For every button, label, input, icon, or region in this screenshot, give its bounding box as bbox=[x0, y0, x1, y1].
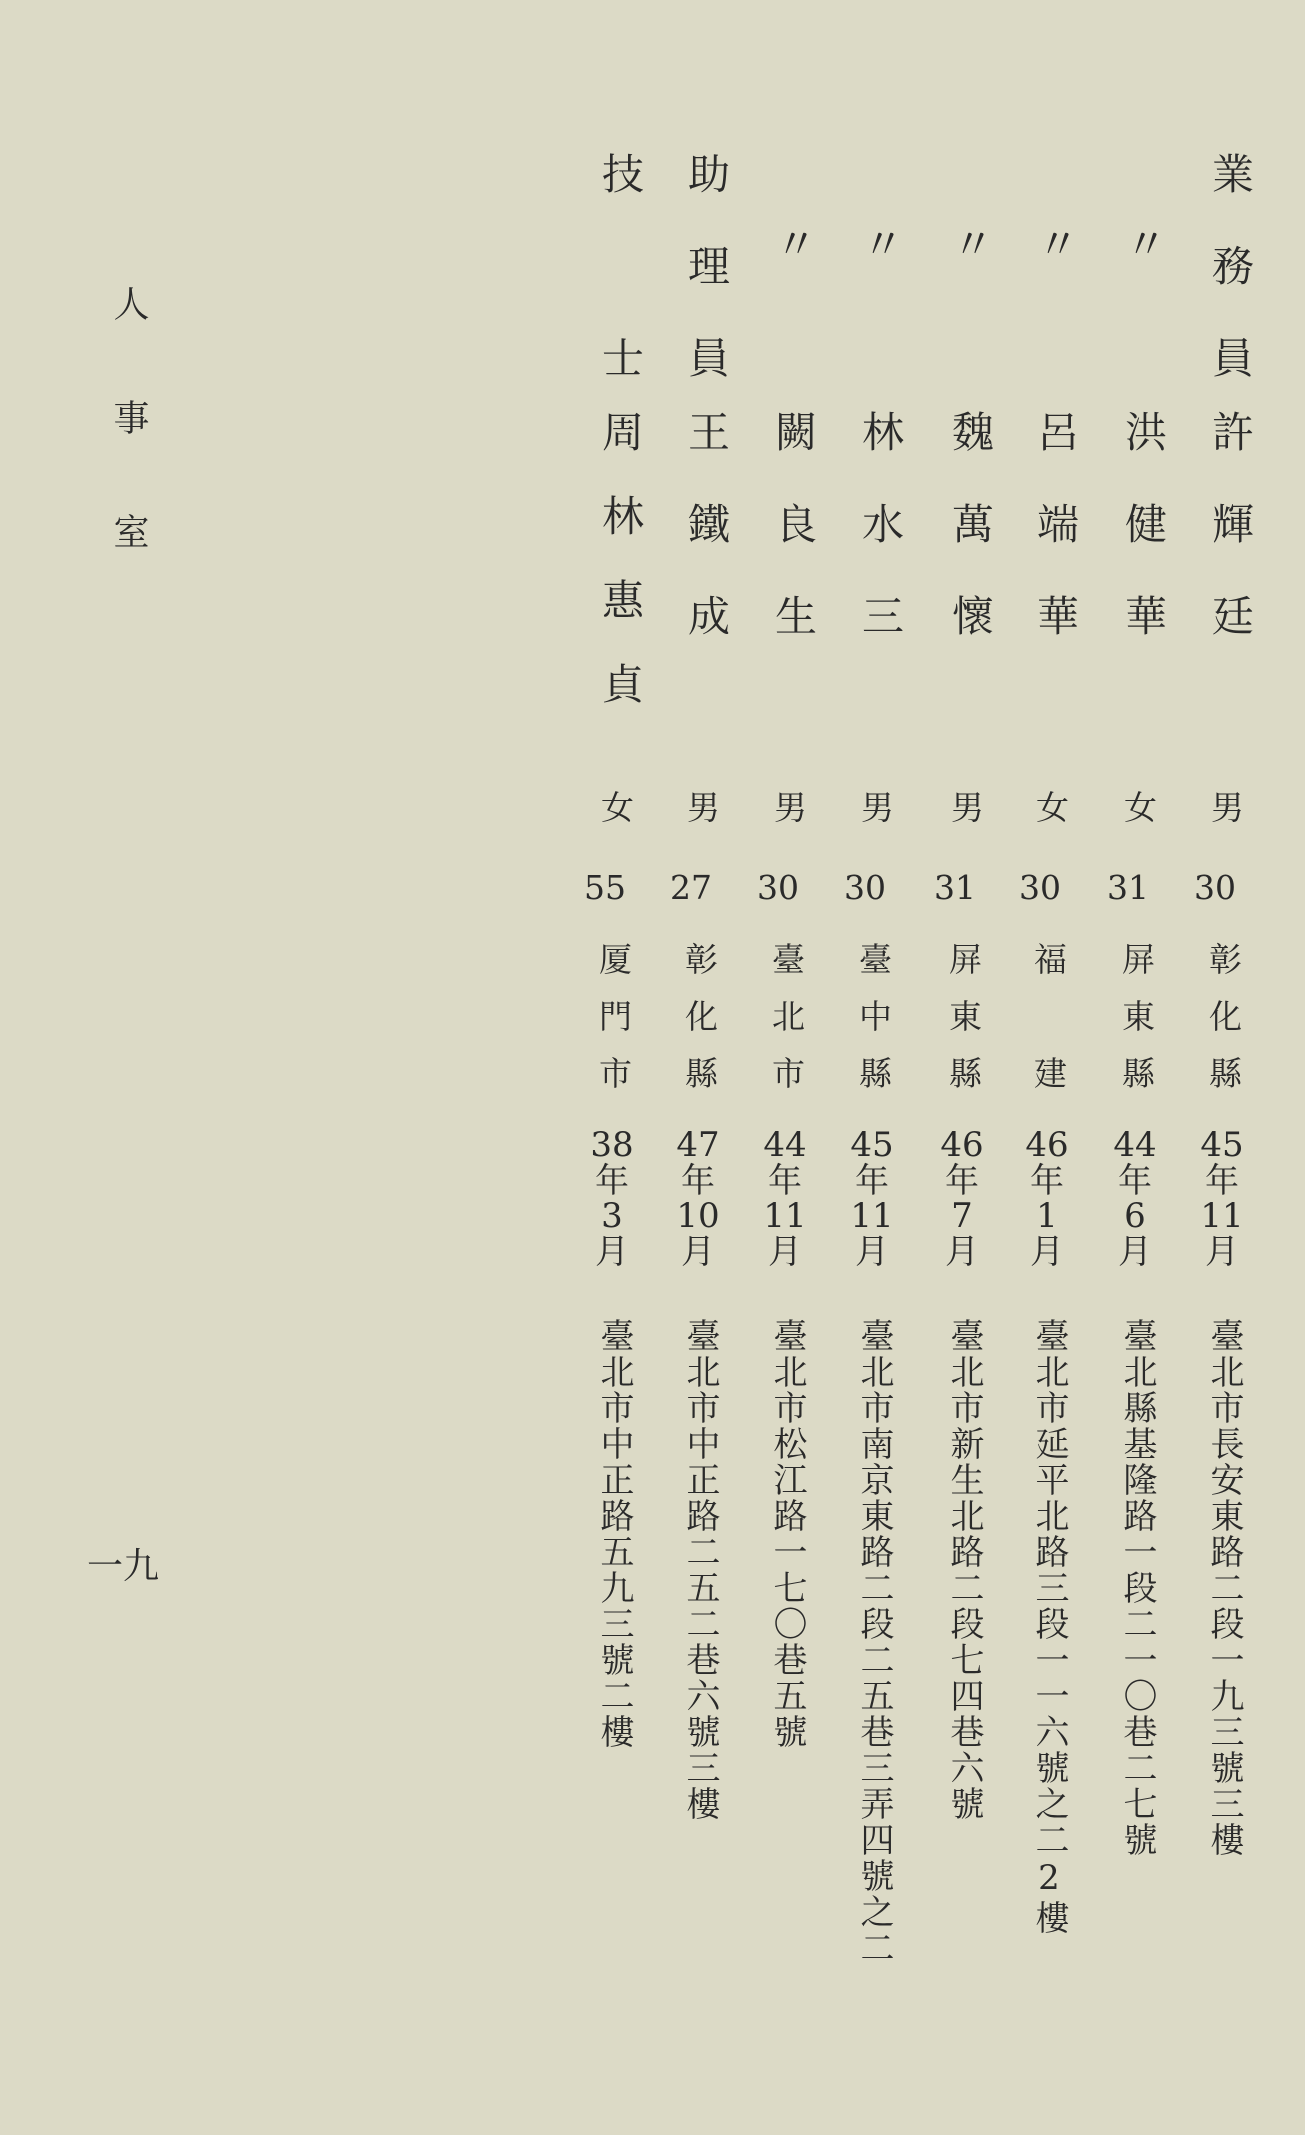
date-year-unit: 年 bbox=[1205, 1160, 1239, 1201]
row-name: 林水三 bbox=[856, 410, 905, 686]
date-month-unit: 月 bbox=[855, 1232, 889, 1273]
row-sex: 男 bbox=[856, 790, 895, 823]
date-year: 45 bbox=[850, 1125, 894, 1165]
date-month: 11 bbox=[850, 1196, 894, 1237]
date-year: 46 bbox=[1025, 1125, 1069, 1165]
row-age: 55 bbox=[584, 868, 626, 907]
date-month-unit: 月 bbox=[945, 1232, 979, 1273]
row-origin: 彰化縣 bbox=[680, 942, 719, 1113]
section-title: 人事室 bbox=[108, 285, 149, 627]
date-year: 44 bbox=[1113, 1125, 1157, 1165]
row-sex: 男 bbox=[769, 790, 808, 823]
row-age: 30 bbox=[1194, 868, 1236, 907]
row-title: 技 士 bbox=[596, 152, 645, 428]
date-month-unit: 月 bbox=[1205, 1232, 1239, 1273]
row-date bbox=[584, 1125, 640, 1273]
row-date bbox=[934, 1125, 990, 1273]
row-date bbox=[1107, 1125, 1163, 1273]
row-sex: 男 bbox=[682, 790, 721, 823]
row-sex: 女 bbox=[1031, 790, 1070, 823]
date-year-unit: 年 bbox=[855, 1160, 889, 1201]
row-address: 臺北市中正路五九三號二樓 bbox=[594, 1318, 634, 1750]
row-origin: 厦門市 bbox=[594, 942, 633, 1113]
row-address: 臺北縣基隆路一段二一〇巷二七號 bbox=[1117, 1318, 1157, 1858]
row-date bbox=[1019, 1125, 1075, 1273]
date-month-unit: 月 bbox=[768, 1232, 802, 1273]
date-month: 11 bbox=[763, 1196, 807, 1237]
row-origin: 臺北市 bbox=[767, 942, 806, 1113]
date-month: 7 bbox=[951, 1196, 973, 1237]
row-origin: 屏東縣 bbox=[1117, 942, 1156, 1113]
row-origin: 臺中縣 bbox=[854, 942, 893, 1113]
row-name: 許輝廷 bbox=[1206, 410, 1255, 686]
row-date bbox=[1194, 1125, 1250, 1273]
row-address: 臺北市中正路二五二巷六號三樓 bbox=[680, 1318, 720, 1822]
date-month-unit: 月 bbox=[1030, 1232, 1064, 1273]
row-date bbox=[844, 1125, 900, 1273]
row-age: 30 bbox=[757, 868, 799, 907]
row-address: 臺北市延平北路三段一一六號之二2樓 bbox=[1029, 1318, 1069, 1936]
row-title-ditto: 〃 bbox=[1031, 222, 1080, 264]
page-number: 一九 bbox=[87, 1546, 160, 1587]
date-month-unit: 月 bbox=[1118, 1232, 1152, 1273]
date-year: 44 bbox=[763, 1125, 807, 1165]
row-title: 業務員 bbox=[1206, 152, 1255, 428]
row-name: 闕良生 bbox=[769, 410, 818, 686]
date-month: 1 bbox=[1036, 1196, 1058, 1237]
date-year-unit: 年 bbox=[595, 1160, 629, 1201]
row-sex: 男 bbox=[946, 790, 985, 823]
row-age: 30 bbox=[844, 868, 886, 907]
row-name: 周林惠貞 bbox=[596, 410, 645, 746]
row-age: 30 bbox=[1019, 868, 1061, 907]
row-name: 呂端華 bbox=[1031, 410, 1080, 686]
row-name: 魏萬懷 bbox=[946, 410, 995, 686]
row-sex: 女 bbox=[1119, 790, 1158, 823]
date-month: 10 bbox=[676, 1196, 720, 1237]
date-month: 3 bbox=[601, 1196, 623, 1237]
date-year-unit: 年 bbox=[768, 1160, 802, 1201]
date-year-unit: 年 bbox=[945, 1160, 979, 1201]
row-title-ditto: 〃 bbox=[856, 222, 905, 264]
row-sex: 男 bbox=[1206, 790, 1245, 823]
date-month: 11 bbox=[1200, 1196, 1244, 1237]
row-sex: 女 bbox=[596, 790, 635, 823]
row-address: 臺北市松江路一七〇巷五號 bbox=[767, 1318, 807, 1750]
row-date bbox=[757, 1125, 813, 1273]
row-title-ditto: 〃 bbox=[769, 222, 818, 264]
row-name: 洪健華 bbox=[1119, 410, 1168, 686]
row-address: 臺北市南京東路二段二五巷三弄四號之二 bbox=[854, 1318, 894, 1966]
date-month-unit: 月 bbox=[595, 1232, 629, 1273]
row-address: 臺北市長安東路二段一九三號三樓 bbox=[1204, 1318, 1244, 1858]
date-year: 38 bbox=[590, 1125, 634, 1165]
row-origin: 彰化縣 bbox=[1204, 942, 1243, 1113]
row-name: 王鐵成 bbox=[682, 410, 731, 686]
date-year-unit: 年 bbox=[1118, 1160, 1152, 1201]
row-address: 臺北市新生北路二段七四巷六號 bbox=[944, 1318, 984, 1822]
date-year: 47 bbox=[676, 1125, 720, 1165]
row-age: 31 bbox=[1107, 868, 1149, 907]
row-title-ditto: 〃 bbox=[946, 222, 995, 264]
row-origin: 屏東縣 bbox=[944, 942, 983, 1113]
date-year-unit: 年 bbox=[681, 1160, 715, 1201]
date-year-unit: 年 bbox=[1030, 1160, 1064, 1201]
row-title: 助理員 bbox=[682, 152, 731, 428]
row-title-ditto: 〃 bbox=[1119, 222, 1168, 264]
date-year: 46 bbox=[940, 1125, 984, 1165]
row-date bbox=[670, 1125, 726, 1273]
date-month-unit: 月 bbox=[681, 1232, 715, 1273]
row-age: 27 bbox=[670, 868, 712, 907]
row-origin: 福 建 bbox=[1029, 942, 1068, 1113]
date-month: 6 bbox=[1124, 1196, 1146, 1237]
row-age: 31 bbox=[934, 868, 976, 907]
date-year: 45 bbox=[1200, 1125, 1244, 1165]
